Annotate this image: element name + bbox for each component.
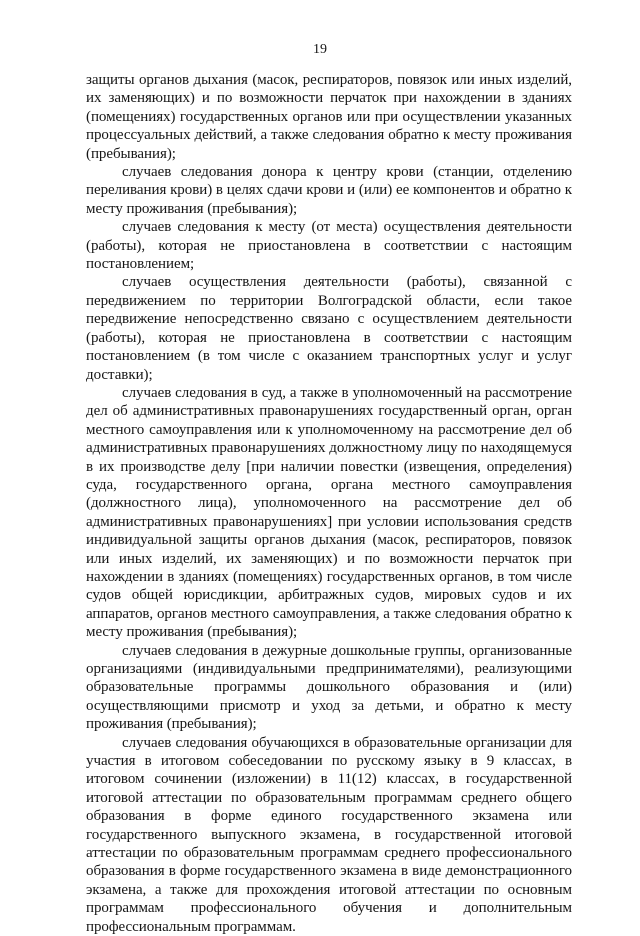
document-body [86, 71, 572, 936]
paragraph-blood-donor: случаев следования донора к центру крови (станции, отделению переливания крови) в целях сдачи крови и (или) ее компонентов и обратно к месту проживания (пребывания); [86, 164, 572, 217]
paragraph-court-summons: случаев следования в суд, а также в уполномоченный на рассмотрение дел об административных правонарушениях государственный орган, орган местного самоуправления или к уполномоченному на рассмотрение дел об административных правонарушениях должностному лицу по находящемуся в их производстве делу [при наличии повестки (извещения, определения) суда, государственного органа, органа местного самоуправления (должностного лица), уполномоченного на рассмотрение дел об административных правонарушениях] при условии использования средств индивидуальной защиты органов дыхания (масок, респираторов, повязок или иных изделий, их заменяющих) и по возможности перчаток при нахождении в зданиях (помещениях) государственных органов, в том числе судов общей юрисдикции, арбитражных судов, мировых судов и их аппаратов, органов местного самоуправления, а также следования обратно к месту проживания (пребывания); [86, 384, 572, 641]
paragraph-respiratory-protection: защиты органов дыхания (масок, респираторов, повязок или иных изделий, их заменяющих) и по возможности перчаток при нахождении в зданиях (помещениях) государственных органов или при осуществлении указанных процессуальных действий, а также следования обратно к месту проживания (пребывания); [86, 72, 572, 162]
paragraph-work-travel: случаев осуществления деятельности (работы), связанной с передвижением по территории Волгоградской области, если такое передвижение непосредственно связано с осуществлением деятельности (работы), которая не приостановлена в соответствии с настоящим постановлением (в том числе с оказанием транспортных услуг и услуг доставки); [86, 274, 572, 383]
page-number: 19 [313, 42, 327, 57]
paragraph-work-commute: случаев следования к месту (от места) осуществления деятельности (работы), которая не приостановлена в соответствии с настоящим постановлением; [86, 219, 572, 273]
paragraph-preschool-groups: случаев следования в дежурные дошкольные группы, организованные организациями (индивидуальными предпринимателями), реализующими образовательные программы дошкольного образования и (или) осуществляющими присмотр и уход за детьми, и обратно к месту проживания (пребывания); [86, 642, 572, 733]
paragraph-exams: случаев следования обучающихся в образовательные организации для участия в итоговом собеседовании по русскому языку в 9 классах, в итоговом сочинении (изложении) в 11(12) классах, в государственной итоговой аттестации по образовательным программам среднего общего образования в форме единого государственного экзамена или государственного выпускного экзамена, в государственной итоговой аттестации по образовательным программам среднего профессионального образования в форме государственного экзамена в виде демонстрационного экзамена, а также для прохождения итоговой аттестации по основным программам профессионального обучения и дополнительным профессиональным программам. [86, 734, 572, 935]
